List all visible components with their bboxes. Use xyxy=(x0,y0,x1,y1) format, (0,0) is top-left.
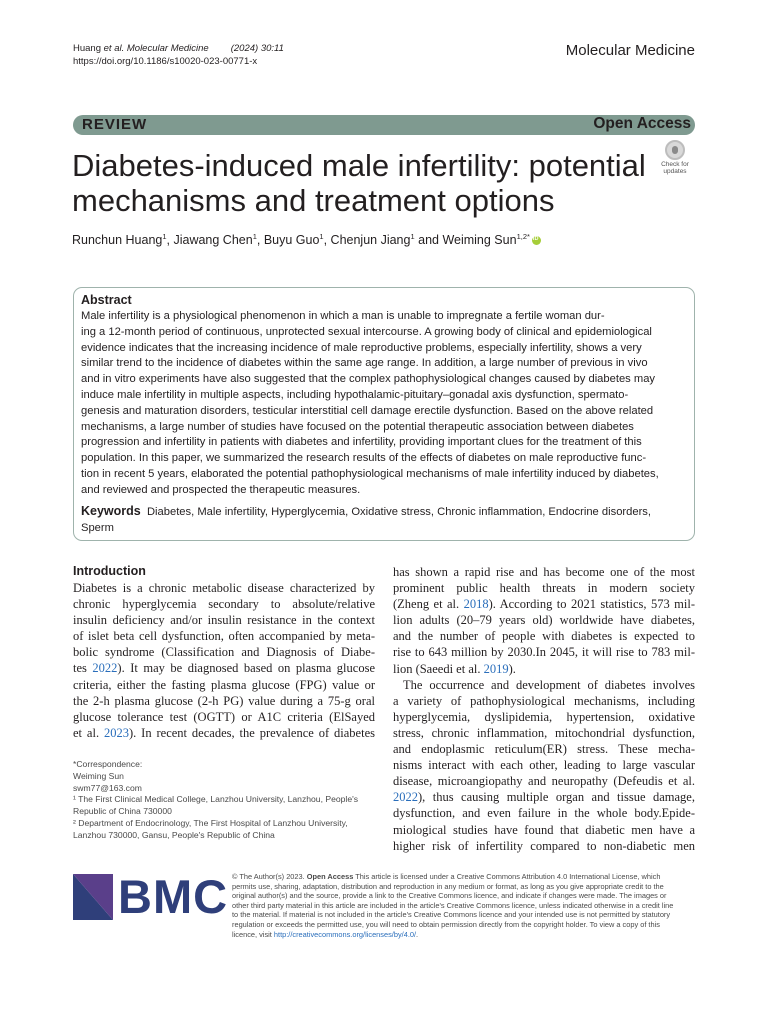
body-text: ). xyxy=(508,661,516,676)
correspondence-footnotes xyxy=(73,759,375,842)
body-text: ), thus causing multiple organ and tissue damage, xyxy=(418,790,695,805)
journal-name: Molecular Medicine xyxy=(565,42,695,59)
citation-link[interactable]: 2022 xyxy=(92,661,118,676)
footnote-line: Republic of China 730000 xyxy=(73,806,172,817)
license-text xyxy=(232,872,695,939)
author-name: , Jiawang Chen xyxy=(166,233,253,248)
body-text: tes xyxy=(73,661,93,676)
body-line: chronic hyperglycemia secondary to absolute/relative xyxy=(73,597,375,612)
orcid-icon[interactable] xyxy=(532,236,541,245)
license-text: This article is licensed under a Creative Commons Attribution 4.0 International License, which xyxy=(353,872,661,881)
citation-link[interactable]: 2023 xyxy=(103,725,129,740)
footnote-line: Lanzhou 730000, Gansu, People's Republic of China xyxy=(73,829,275,840)
bmc-logo-icon xyxy=(73,874,113,920)
license-text: . xyxy=(416,929,419,939)
body-line: nisms interact with each other, leading to large vascular xyxy=(393,758,695,773)
body-text: et al. xyxy=(73,725,104,740)
license-line: permits use, sharing, adaptation, distribution and reproduction in any medium or format, as long as you give appropriate credit to the xyxy=(232,881,664,891)
article-title xyxy=(72,148,652,218)
body-text: lion (Saeedi et al. xyxy=(393,661,484,676)
body-line: prominent public health threats in modern society xyxy=(393,581,695,596)
body-line: hyperglycemia, dyslipidemia, hypertension, oxidative xyxy=(393,709,695,724)
publisher-name: BMC xyxy=(118,870,229,923)
affiliation-sup: 1 xyxy=(162,232,167,241)
body-line: rise to 643 million by 2030.In 2045, it will rise to 783 mil- xyxy=(393,645,695,660)
body-line: dysfunction, and even failure in the whole body.Epide- xyxy=(393,806,695,821)
body-line: of islet beta cell dysfunction, often accompanied by meta- xyxy=(73,629,375,644)
body-line: lion adults (20–79 years old) worldwide have diabetes, xyxy=(393,613,695,628)
doi-link[interactable]: https://doi.org/10.1186/s10020-023-00771-x xyxy=(73,56,258,67)
body-line: bolic syndrome (Classification and Diagnosis of Diabe- xyxy=(73,645,375,660)
author-name: and Weiming Sun xyxy=(414,233,517,248)
check-updates-line2: updates xyxy=(663,168,687,175)
abstract-line: induce male infertility in multiple aspects, including hypothalamic-pituitary–gonadal axis dysfunction, spermato- xyxy=(81,388,629,401)
author-name: , Chenjun Jiang xyxy=(323,233,411,248)
affiliation-sup: 1,2* xyxy=(516,232,530,241)
author-name: Runchun Huang xyxy=(72,233,163,248)
article-type-label: REVIEW xyxy=(82,116,148,133)
body-left-column xyxy=(73,580,375,741)
license-open-access: Open Access xyxy=(306,872,354,881)
keywords xyxy=(81,504,687,537)
abstract-line: and reviewed and prospected the therapeutic measures. xyxy=(81,483,361,496)
check-updates-line1: Check for xyxy=(661,161,689,168)
body-right-column xyxy=(393,564,695,854)
license-text: © The Author(s) 2023. xyxy=(232,872,307,881)
open-access-label: Open Access xyxy=(593,115,691,132)
body-text: ). According to 2021 statistics, 573 mil- xyxy=(488,597,695,612)
body-line: disease, microangiopathy and neuropathy (Defeudis et al. xyxy=(393,774,695,789)
abstract-line: similar trend to the incidence of diabetes within the same age range. In addition, a large number of previous in vivo xyxy=(81,357,648,370)
abstract-line: genesis and maturation disorders, testicular interstitial cell damage erectile dysfunction. Based on the above related xyxy=(81,404,654,417)
license-line: regulation or exceeds the permitted use, you will need to obtain permission directly from the copyright holder. To view a copy of this xyxy=(232,919,660,929)
abstract-heading: Abstract xyxy=(81,293,132,307)
title-line-2: mechanisms and treatment options xyxy=(72,183,555,218)
body-line: Diabetes is a chronic metabolic disease characterized by xyxy=(73,581,375,595)
footnote-line: *Correspondence: xyxy=(73,759,143,769)
body-line: has shown a rapid rise and has become one of the most xyxy=(393,565,695,579)
body-line: the 2-h plasma glucose (2-h PG) value during a 75-g oral xyxy=(73,693,375,708)
section-heading: Introduction xyxy=(73,564,146,578)
license-line: to the material. If material is not included in the article's Creative Commons licence and your intended use is not permitted by statutory xyxy=(232,910,671,920)
license-link[interactable]: http://creativecommons.org/licenses/by/4.0/ xyxy=(273,929,417,939)
affiliation-sup: 1 xyxy=(252,232,257,241)
affiliation-sup: 1 xyxy=(410,232,415,241)
citation-header xyxy=(73,42,284,68)
abstract-line: and in vitro experiments have also suggested that the complex pathophysiological changes caused by diabetes may xyxy=(81,373,656,386)
check-for-updates-button[interactable] xyxy=(655,140,695,180)
author-name: , Buyu Guo xyxy=(256,233,320,248)
citation-link[interactable]: 2019 xyxy=(483,661,509,676)
abstract-line: evidence indicates that the increasing incidence of male reproductive problems, especially infertility, shows a very xyxy=(81,341,642,354)
body-line: stress, chronic inflammation, mitochondrial dysfunction, xyxy=(393,725,695,740)
body-text: (Zheng et al. xyxy=(393,597,464,612)
abstract-line: progression and infertility in patients with diabetes and infertility, providing important clues for the treatment of this xyxy=(81,436,642,449)
body-line: higher risk of infertility compared to non-diabetic men xyxy=(393,838,695,853)
author-list xyxy=(72,232,541,247)
body-line: The occurrence and development of diabetes involves xyxy=(403,677,695,692)
citation-link[interactable]: 2022 xyxy=(393,790,418,805)
license-line: other third party material in this article are included in the article's Creative Commons licence, unless indicated otherwise in a credit line xyxy=(232,900,674,910)
citation-journal: et al. Molecular Medicine xyxy=(103,43,209,54)
abstract-line: tion in recent 5 years, elaborated the potential pathophysiological mechanisms of male infertility induced by diabetes, xyxy=(81,467,659,480)
article-type-banner xyxy=(73,115,695,135)
license-text: licence, visit xyxy=(232,929,274,939)
abstract-line: ing a 12-month period of continuous, unprotected sexual intercourse. A growing body of clinical and epidemiological xyxy=(81,325,652,338)
keywords-list-cont: Sperm xyxy=(81,521,114,534)
license-line: original author(s) and the source, provide a link to the Creative Commons licence, and indicate if changes were made. The images or xyxy=(232,891,667,901)
bookmark-icon xyxy=(665,140,685,160)
affiliation-sup: 1 xyxy=(319,232,324,241)
keywords-label: Keywords xyxy=(81,504,141,518)
footnote-line: Weiming Sun xyxy=(73,770,124,781)
body-text: ). In recent decades, the prevalence of diabetes xyxy=(128,725,375,740)
body-line: criteria, either the fasting plasma glucose (FPG) value or xyxy=(73,677,375,692)
email-link[interactable]: swm77@163.com xyxy=(73,782,142,793)
citation-year: (2024) 30:11 xyxy=(230,43,284,54)
body-line: glucose tolerance test (OGTT) or A1C criteria (ElSayed xyxy=(73,709,375,724)
body-line: insulin deficiency and/or insulin resistance in the context xyxy=(73,613,375,628)
abstract-line: population. In this paper, we summarized the research results of the effects of diabetes on male reproductive func- xyxy=(81,452,647,465)
abstract-body xyxy=(81,309,687,499)
footnote-line: ¹ The First Clinical Medical College, Lanzhou University, Lanzhou, People's xyxy=(73,794,359,805)
keywords-list: Diabetes, Male infertility, Hyperglycemia, Oxidative stress, Chronic inflammation, Endocrine disorders, xyxy=(146,506,652,518)
body-text: ). It may be diagnosed based on plasma glucose xyxy=(117,661,375,676)
footnote-line: ² Department of Endocrinology, The First Hospital of Lanzhou University, xyxy=(73,817,348,828)
body-line: a variety of pathophysiological mechanisms, including xyxy=(393,693,695,708)
abstract-line: Male infertility is a physiological phenomenon in which a man is unable to impregnate a fertile woman dur- xyxy=(81,310,605,322)
body-line: and endoplasmic reticulum(ER) stress. These mecha- xyxy=(393,742,695,757)
abstract-line: mechanisms, a large number of studies have focused on the potential therapeutic association between diabetes xyxy=(81,420,634,433)
title-line-1: Diabetes-induced male infertility: potential xyxy=(72,148,646,183)
body-line: and the number of people with diabetes is expected to xyxy=(393,629,695,644)
body-line: miological studies have found that diabetic men have a xyxy=(393,822,695,837)
citation-authors: Huang xyxy=(73,43,104,54)
citation-link[interactable]: 2018 xyxy=(463,597,489,612)
